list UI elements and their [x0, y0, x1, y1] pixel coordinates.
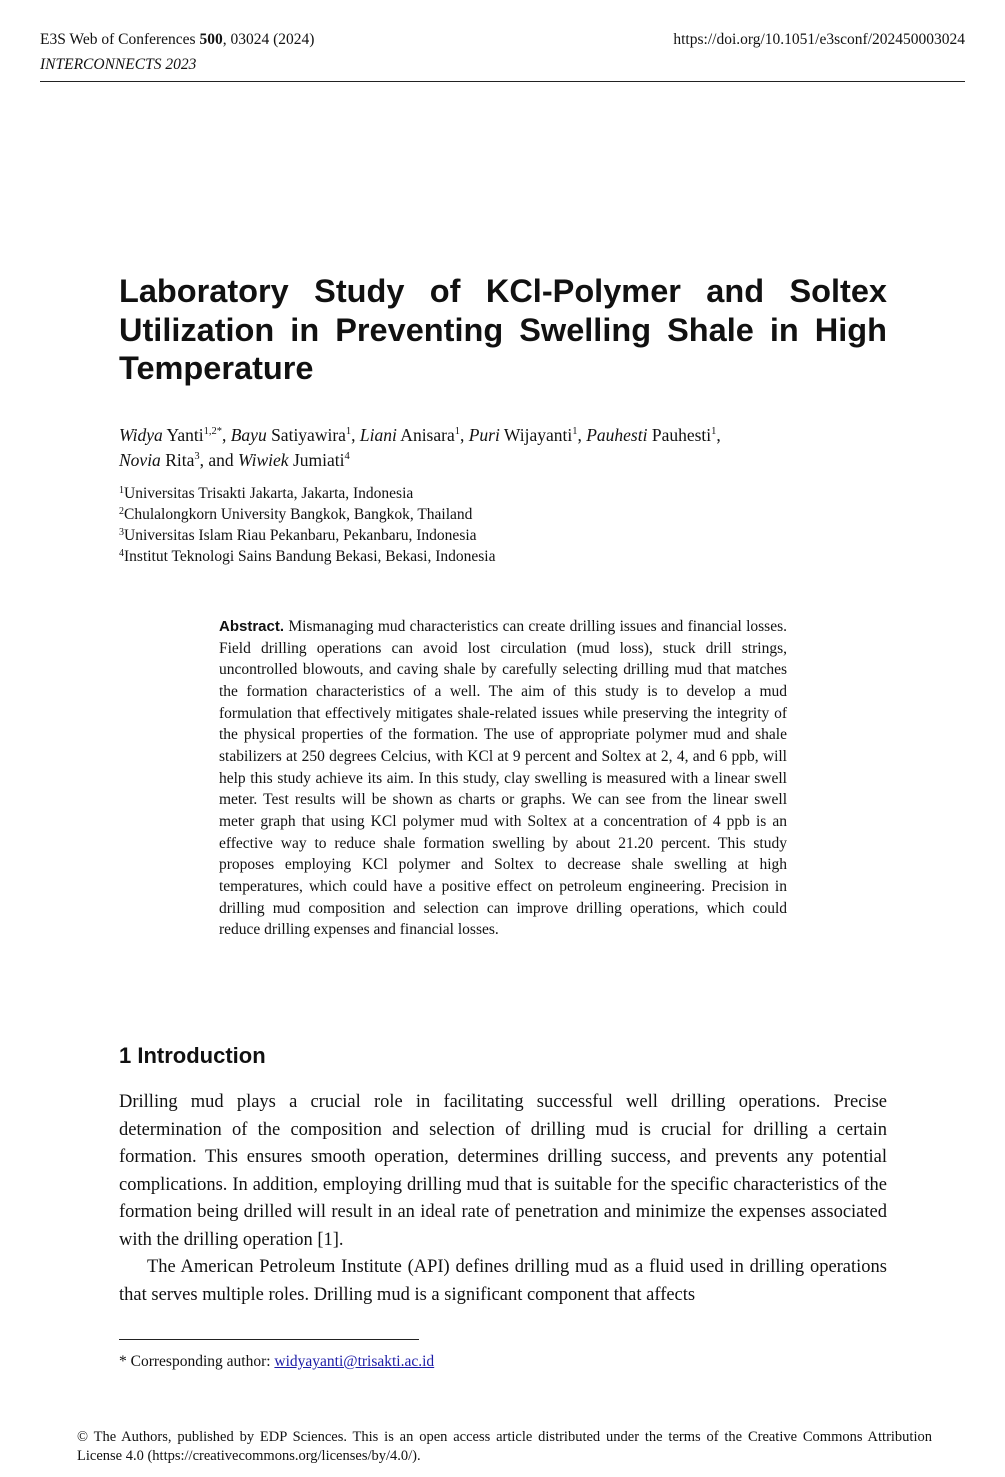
author: Liani Anisara$^1$,: [359, 425, 469, 445]
abstract: [219, 616, 787, 941]
journal-volume: 500: [199, 31, 223, 48]
author-list: [119, 423, 889, 473]
author: Pauhesti Pauhesti$^1$,: [586, 425, 721, 445]
journal-suffix: , 03024 (2024): [222, 31, 315, 48]
section-body: [119, 1089, 887, 1309]
journal-prefix: E3S Web of Conferences: [40, 31, 200, 48]
affiliation-list: [119, 483, 819, 567]
journal-citation: [40, 31, 314, 49]
doi-link[interactable]: https://doi.org/10.1051/e3sconf/202450003024: [673, 31, 965, 48]
footnote-label: * Corresponding author:: [119, 1353, 275, 1370]
paper-title: Laboratory Study of KCl-Polymer and Soltex Utilization in Preventing Swelling Shale in High Temperature: [119, 273, 887, 386]
section-heading: 1 Introduction: [119, 1043, 266, 1068]
affiliation-item: $^1$Universitas Trisakti Jakarta, Jakarta, Indonesia: [119, 485, 414, 502]
author: Bayu Satiyawira$^1$,: [230, 425, 360, 445]
body-paragraph: Drilling mud plays a crucial role in facilitating successful well drilling operations. Precise determination of the composition and selection of drilling mud is crucial for drilling a certain formation. This ensures smooth operation, determines drilling success, and prevents any potential complications. In addition, employing drilling mud that is suitable for the specific characteristics of the formation being drilled will result in an ideal rate of penetration and minimize the expenses associated with the drilling operation [1].: [119, 1092, 887, 1250]
author: Puri Wijayanti$^1$,: [468, 425, 587, 445]
author: Wiwiek Jumiati$^4$: [238, 450, 350, 470]
conference-name: INTERCONNECTS 2023: [40, 56, 197, 73]
affiliation-item: $^4$Institut Teknologi Sains Bandung Bekasi, Bekasi, Indonesia: [119, 548, 496, 565]
affiliation-item: $^2$Chulalongkorn University Bangkok, Bangkok, Thailand: [119, 506, 473, 523]
abstract-text: Mismanaging mud characteristics can create drilling issues and financial losses. Field drilling operations can avoid lost circulation (mud loss), stuck drill strings, uncontrolled blowouts, and caving shale by carefully selecting drilling mud that matches the formation characteristics of a well. The aim of this study is to develop a mud formulation that effectively mitigates shale-related issues while preserving the integrity of the physical properties of the formation. The use of appropriate polymer mud and shale stabilizers at 250 degrees Celcius, with KCl at 9 percent and Soltex at 2, 4, and 6 ppb, will help this study achieve its aim. In this study, clay swelling is measured with a linear swell meter. Test results will be shown as charts or graphs. We can see from the linear swell meter graph that using KCl polymer mud with Soltex at a concentration of 4 ppb is an effective way to reduce shale formation swelling by about 21.20 percent. This study proposes employing KCl polymer and Soltex to decrease shale swelling at high temperatures, which could have a positive effect on petroleum engineering. Precision in drilling mud composition and selection can improve drilling operations, which could reduce drilling expenses and financial losses.: [219, 618, 787, 939]
email-link[interactable]: widyayanti@trisakti.ac.id: [274, 1353, 435, 1370]
footnote-divider: [119, 1339, 419, 1340]
abstract-label: Abstract.: [219, 618, 285, 635]
author: Widya Yanti$^{1,2*}$,: [119, 425, 231, 445]
affiliation-item: $^3$Universitas Islam Riau Pekanbaru, Pekanbaru, Indonesia: [119, 527, 477, 544]
footnote: [119, 1353, 434, 1371]
body-paragraph: The American Petroleum Institute (API) defines drilling mud as a fluid used in drilling operations that serves multiple roles. Drilling mud is a significant component that affects: [119, 1257, 887, 1305]
header-divider: [40, 81, 965, 82]
author: Novia Rita$^3$, and: [119, 450, 239, 470]
license-notice: © The Authors, published by EDP Sciences. This is an open access article distributed under the terms of the Creative Commons Attribution License 4.0 (https://creativecommons.org/licenses/by/4.0/).: [77, 1429, 932, 1464]
